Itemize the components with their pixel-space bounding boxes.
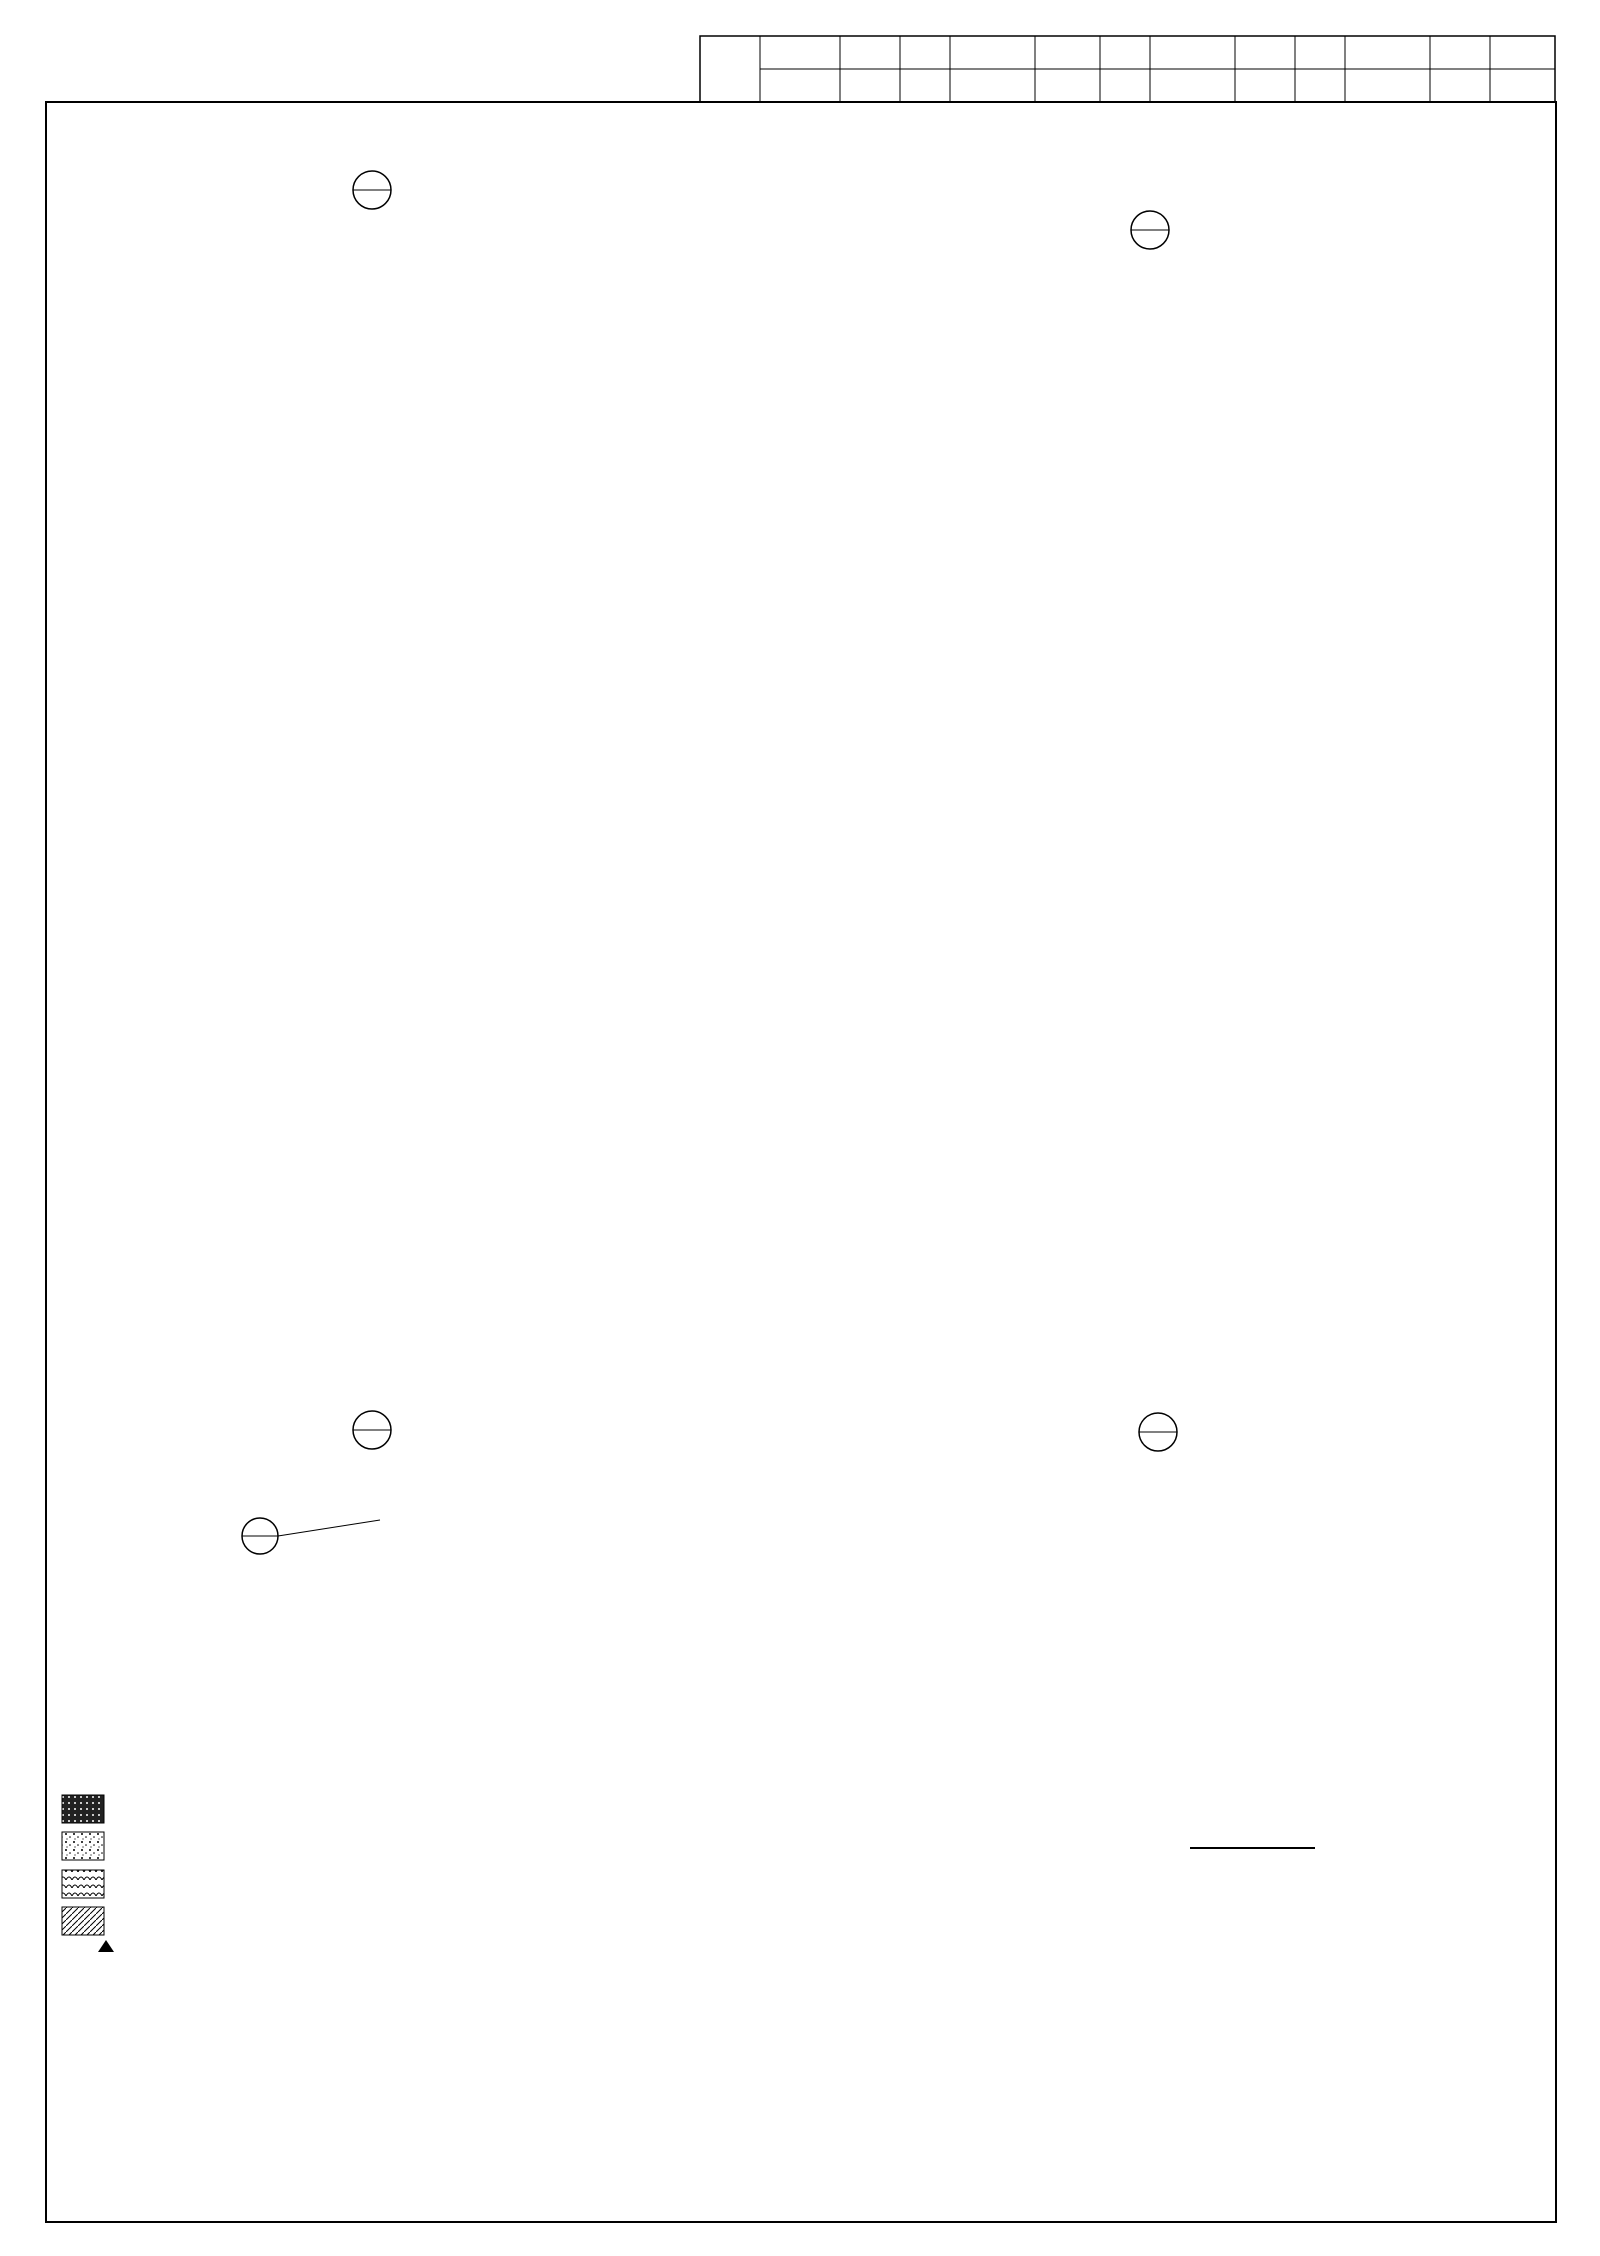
sheet-frame [46, 102, 1556, 2222]
legend-swatch-black [62, 1907, 104, 1935]
legend-swatch-wood [62, 1795, 104, 1823]
legend-swatch-tile [62, 1870, 104, 1898]
detail-callout-first-right [1139, 1413, 1177, 1451]
detail-callout-first-left [353, 1411, 391, 1449]
rescue-window-icon [98, 1940, 114, 1952]
isolation-cover-callout [242, 1518, 380, 1554]
legend-swatch-beige [62, 1832, 104, 1860]
detail-callout-top-left [353, 171, 391, 209]
legend [62, 1795, 114, 1952]
detail-callout-top-right [1131, 211, 1169, 249]
countersign-table [700, 36, 1555, 102]
